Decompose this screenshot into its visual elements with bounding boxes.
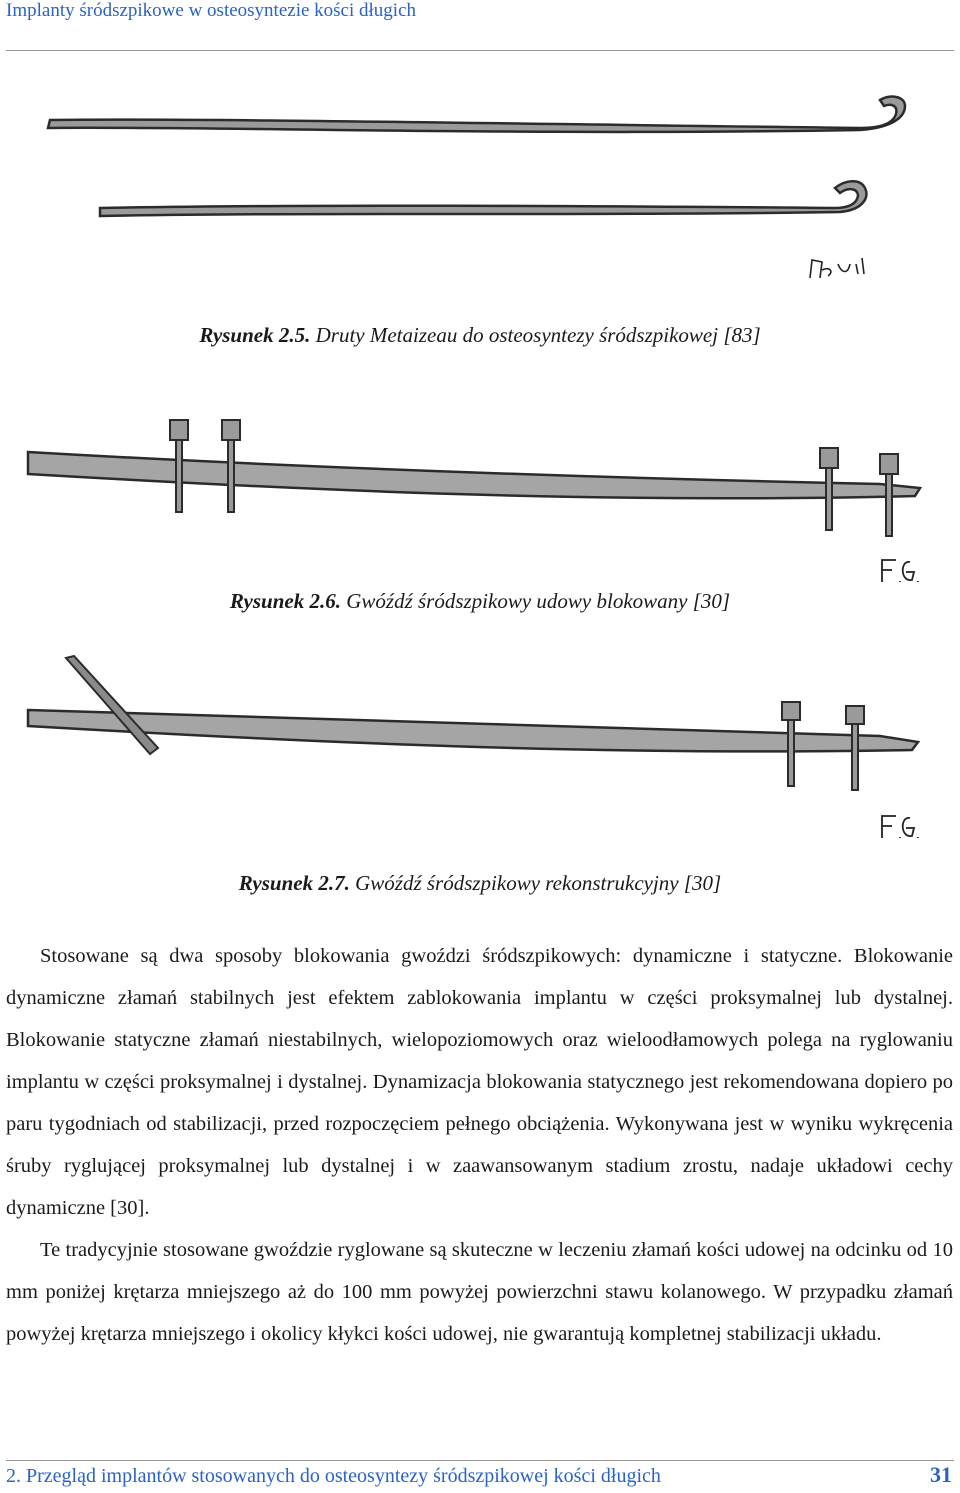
figure-reconstruction-nail (0, 650, 960, 850)
body-text (6, 935, 953, 1355)
paragraph: Stosowane są dwa sposoby blokowania gwoździ śródszpikowych: dynamiczne i statyczne. Blokowanie dynamiczne złamań stabilnych jest efektem zablokowania implantu w części proksymalnej lub dystalnej. Blokowanie statyczne złamań niestabilnych, wielopoziomowych oraz wieloodłamowych polega na ryglowaniu implantu w części proksymalnej i dystalnej. Dynamizacja blokowania statycznego jest rekomendowana dopiero po paru tygodniach od stabilizacji, przed rozpoczęciem pełnego obciążenia. Wykonywana jest w wyniku wykręcenia śruby ryglującej proksymalnej lub dystalnej i w zaawansowanym stadium zrostu, nadaje układowi cechy dynamiczne [30]. (6, 945, 953, 1219)
figure-text: Gwóźdź śródszpikowy rekonstrukcyjny [30] (355, 871, 722, 895)
figure-femoral-locked-nail (0, 410, 960, 590)
running-header: Implanty śródszpikowe w osteosyntezie kości długich (6, 0, 417, 21)
page-number: 31 (930, 1462, 952, 1487)
figure-caption-2-6 (0, 589, 960, 614)
footer-chapter: 2. Przegląd implantów stosowanych do osteosyntezy śródszpikowej kości długich (6, 1465, 661, 1487)
footer-rule (6, 1460, 954, 1461)
figure-label: Rysunek 2.7. (238, 871, 350, 895)
signature-fg-2 (882, 816, 918, 838)
figure-caption-2-7 (0, 871, 960, 896)
figure-caption-2-5 (0, 323, 960, 348)
figure-label: Rysunek 2.6. (229, 589, 341, 613)
signature-fg-1 (882, 560, 918, 582)
signature-babis (810, 258, 864, 278)
paragraph: Te tradycyjnie stosowane gwoździe ryglowane są skuteczne w leczeniu złamań kości udowej na odcinku od 10 mm poniżej krętarza mniejszego aż do 100 mm powyżej powierzchni stawu kolanowego. W przypadku złamań powyżej krętarza mniejszego i okolicy kłykci kości udowej, nie gwarantują kompletnej stabilizacji układu. (6, 1239, 953, 1345)
figure-metaizeau-wires (0, 88, 960, 298)
figure-label: Rysunek 2.5. (199, 323, 311, 347)
header-rule (6, 50, 954, 51)
figure-text: Gwóźdź śródszpikowy udowy blokowany [30] (346, 589, 731, 613)
figure-text: Druty Metaizeau do osteosyntezy śródszpikowej [83] (315, 323, 761, 347)
